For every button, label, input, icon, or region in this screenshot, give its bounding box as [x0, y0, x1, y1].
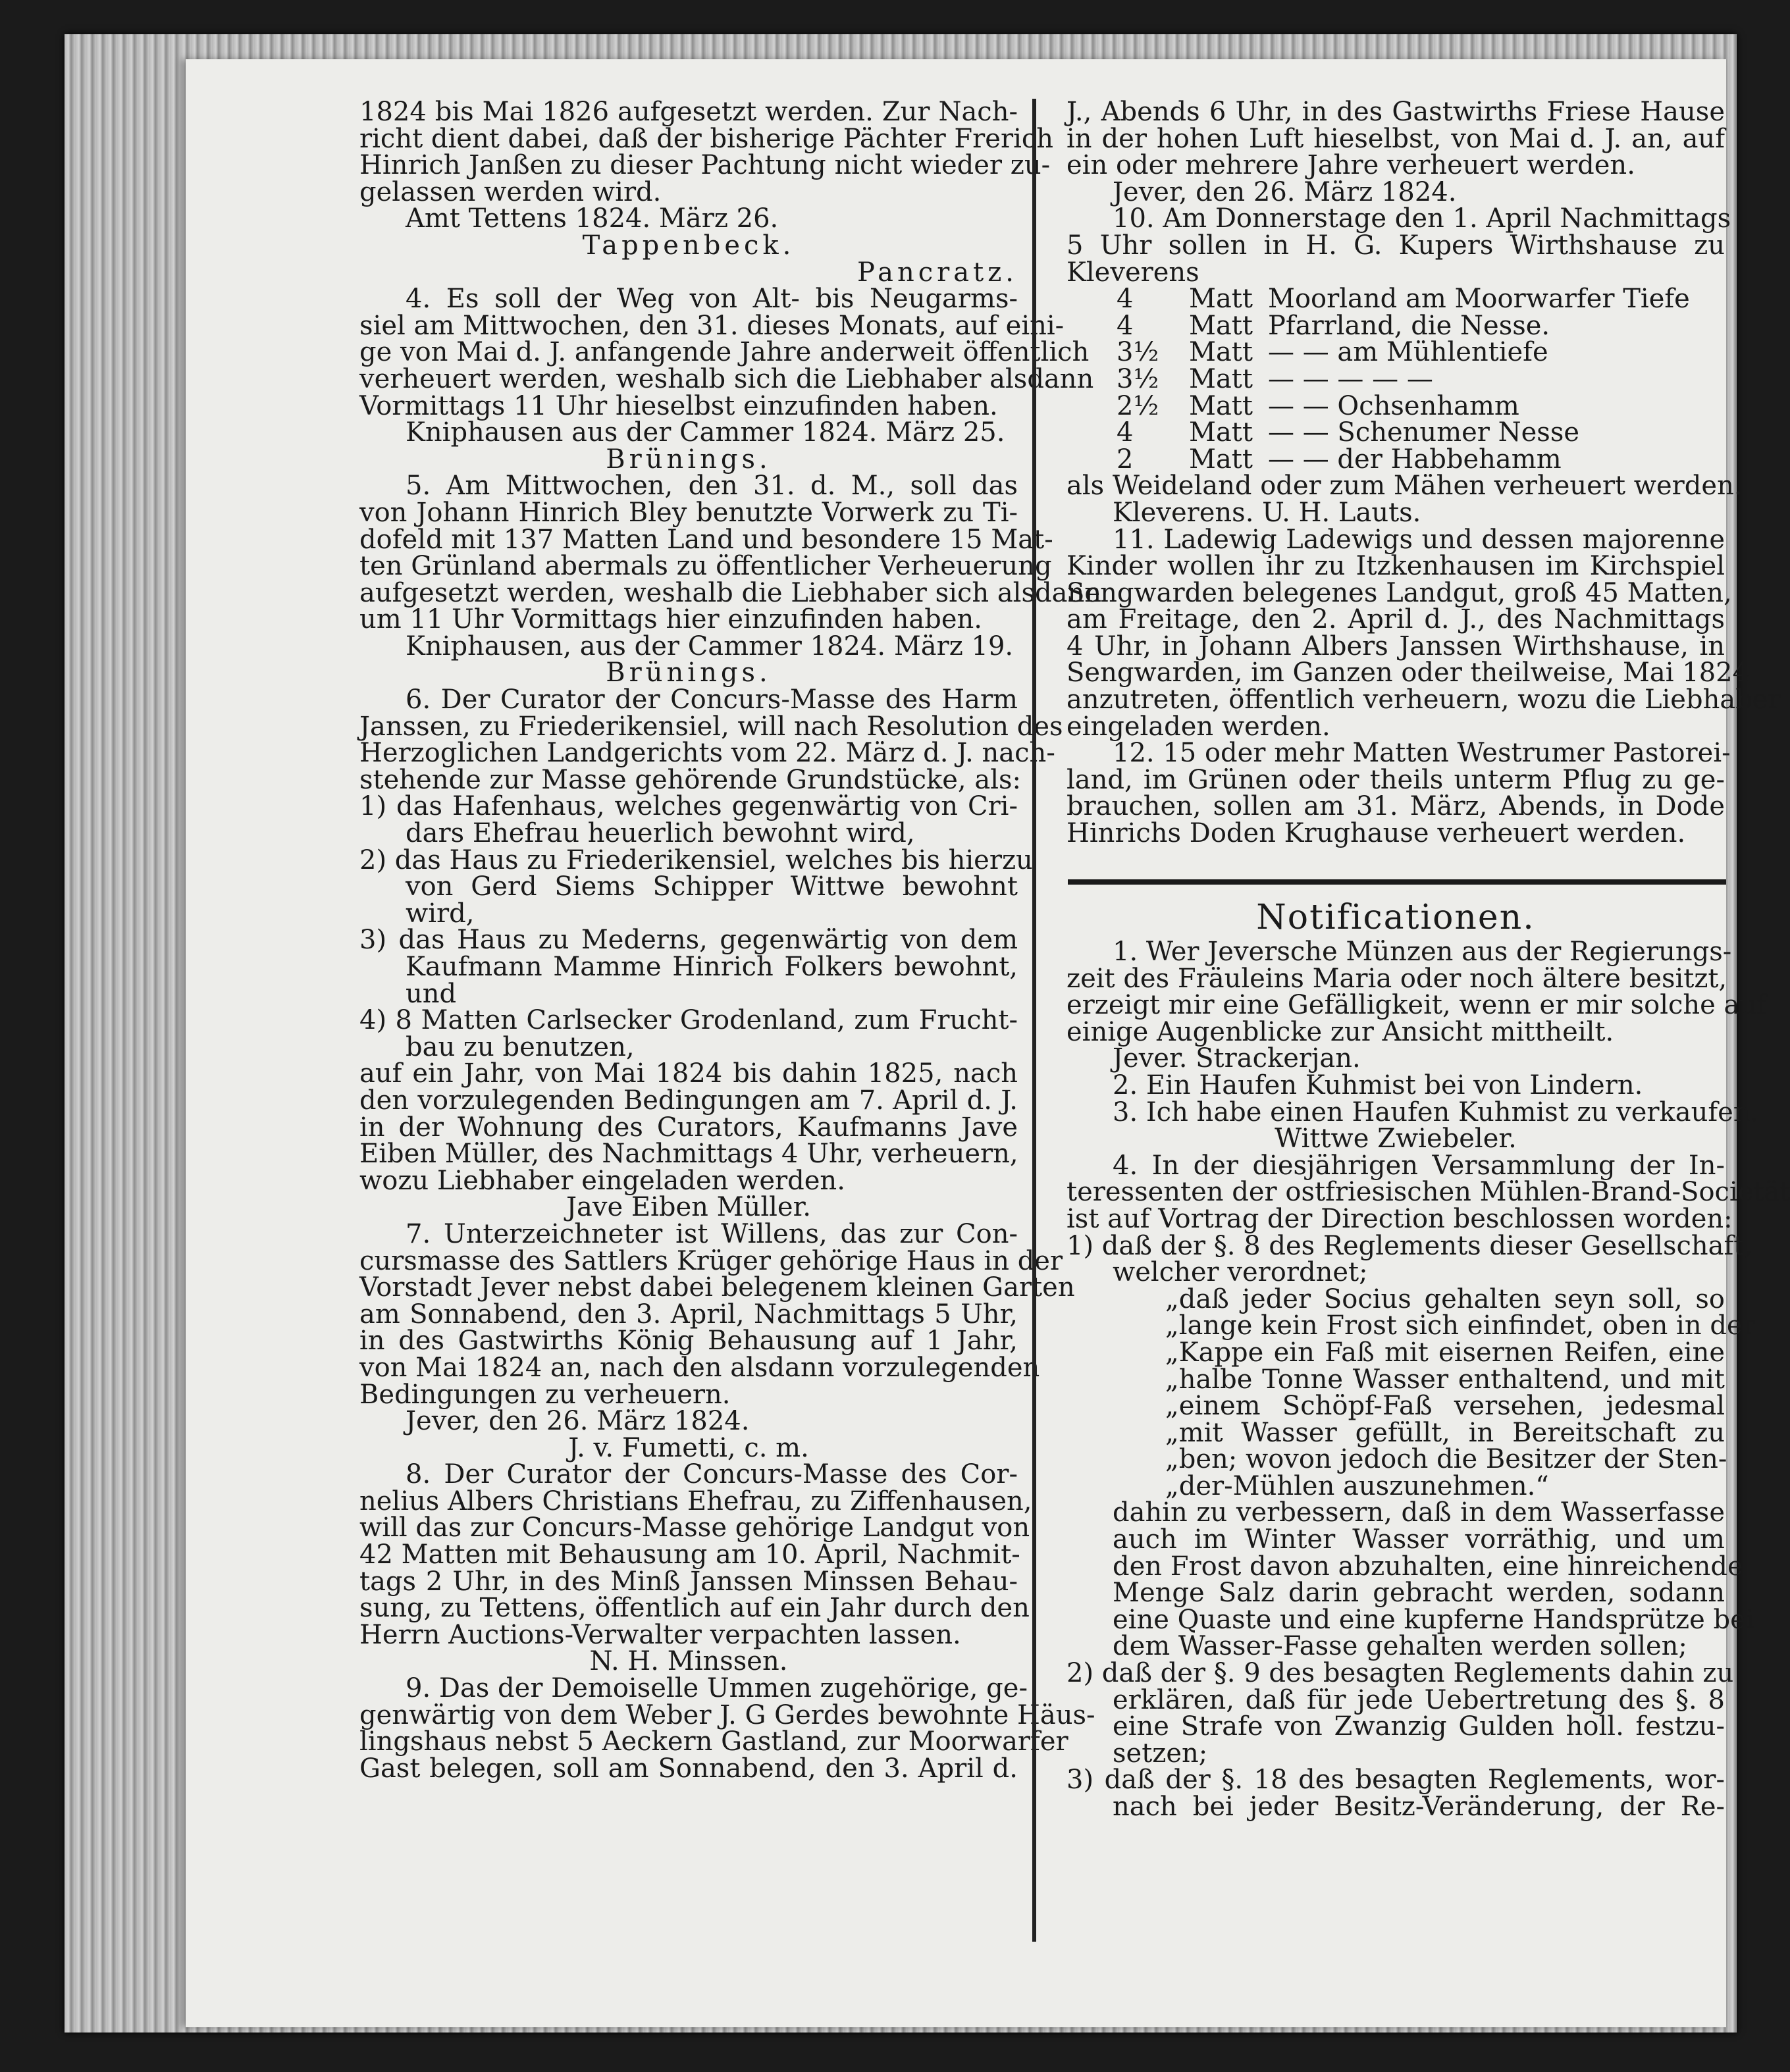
land-quantity: 3½ [1117, 363, 1159, 394]
text-line: „halbe Tonne Wasser enthaltend, und mit [1165, 1364, 1725, 1395]
text-line: 7. Unterzeichneter ist Willens, das zur Con- [406, 1218, 1018, 1249]
text-line: 3) das Haus zu Mederns, gegenwärtig von dem [359, 925, 1018, 956]
text-line: Sengwarden, im Ganzen oder theilweise, Mai 1824 [1066, 658, 1750, 688]
land-unit: Matt [1189, 444, 1253, 475]
land-quantity: 2 [1117, 444, 1134, 475]
text-line: 8. Der Curator der Concurs-Masse des Cor- [406, 1459, 1018, 1490]
text-line: 1) das Hafenhaus, welches gegenwärtig von Cri- [359, 791, 1018, 822]
text-line: dahin zu verbessern, daß in dem Wasserfasse [1113, 1497, 1725, 1528]
text-line: Hinrichs Doden Krughause verheuert werden. [1066, 818, 1686, 849]
text-line: den Frost davon abzuhalten, eine hinreichende [1113, 1551, 1743, 1582]
text-line: cursmasse des Sattlers Krüger gehörige Haus in der [359, 1245, 1063, 1276]
text-line: dofeld mit 137 Matten Land und besondere 15 Mat- [359, 524, 1053, 555]
text-line: Jave Eiben Müller. [566, 1192, 812, 1223]
text-line: Jever, den 26. März 1824. [1113, 176, 1457, 207]
text-line: siel am Mittwochen, den 31. dieses Monats, auf eini- [359, 310, 1065, 341]
notifications-heading: Notificationen. [1256, 898, 1535, 937]
land-table-row [1066, 419, 1725, 446]
land-description: — — am Mühlentiefe [1268, 337, 1548, 368]
land-unit: Matt [1189, 363, 1253, 394]
land-description: Moorland am Moorwarfer Tiefe [1268, 284, 1690, 315]
text-line: 1) daß der §. 8 des Reglements dieser Gesellschaft, [1066, 1230, 1753, 1261]
text-line: wozu Liebhaber eingeladen werden. [359, 1165, 845, 1196]
text-line: 12. 15 oder mehr Matten Westrumer Pastorei- [1113, 738, 1731, 769]
text-line: Kaufmann Mamme Hinrich Folkers bewohnt, [406, 952, 1018, 982]
land-unit: Matt [1189, 310, 1253, 341]
text-line: Herrn Auctions-Verwalter verpachten lassen. [359, 1619, 961, 1650]
text-line: genwärtig von dem Weber J. G Gerdes bewohnte Häus- [359, 1699, 1095, 1730]
text-line: in der hohen Luft hieselbst, von Mai d. J. an, auf [1066, 123, 1725, 154]
text-line: Bedingungen zu verheuern. [359, 1379, 731, 1410]
text-line: und [406, 978, 457, 1009]
text-line: Brünings. [606, 444, 772, 475]
text-line: „einem Schöpf-Faß versehen, jedesmal [1165, 1391, 1725, 1422]
text-line: erzeigt mir eine Gefälligkeit, wenn er mir solche auf [1066, 990, 1766, 1021]
text-line: „lange kein Frost sich einfindet, oben in der [1165, 1310, 1755, 1341]
land-unit: Matt [1189, 390, 1253, 421]
land-unit: Matt [1189, 284, 1253, 315]
text-line: Amt Tettens 1824. März 26. [406, 203, 779, 234]
text-line: Herzoglichen Landgerichts vom 22. März d. J. nach- [359, 738, 1055, 769]
text-line: „der-Mühlen auszunehmen.“ [1165, 1470, 1549, 1501]
text-line: in des Gastwirths König Behausung auf 1 Jahr, [359, 1326, 1018, 1357]
text-line: land, im Grünen oder theils unterm Pflug zu ge- [1066, 764, 1725, 795]
section-rule [1068, 879, 1726, 885]
text-line: teressenten der ostfriesischen Mühlen-Brand-Societät [1066, 1177, 1790, 1208]
text-line: brauchen, sollen am 31. März, Abends, in Dode [1066, 791, 1725, 822]
text-line: 9. Das der Demoiselle Ummen zugehörige, ge- [406, 1673, 1028, 1704]
land-quantity: 4 [1117, 417, 1134, 448]
text-line: um 11 Uhr Vormittags hier einzufinden haben. [359, 604, 982, 635]
right-column [1066, 97, 1781, 849]
text-line: Eiben Müller, des Nachmittags 4 Uhr, verheuern, [359, 1139, 1018, 1170]
text-line: Kleverens [1066, 257, 1199, 288]
text-line: auch im Winter Wasser vorräthig, und um [1113, 1524, 1725, 1555]
land-unit: Matt [1189, 417, 1253, 448]
land-description: Pfarrland, die Nesse. [1268, 310, 1550, 341]
text-line: den vorzulegenden Bedingungen am 7. April d. J. [359, 1085, 1018, 1116]
text-line: welcher verordnet; [1113, 1257, 1368, 1288]
text-line: eine Strafe von Zwanzig Gulden holl. festzu- [1113, 1711, 1725, 1742]
text-line: „mit Wasser gefüllt, in Bereitschaft zu [1165, 1417, 1725, 1448]
text-line: Kleverens. U. H. Lauts. [1113, 497, 1421, 528]
text-line: tags 2 Uhr, in des Minß Janssen Minssen Behau- [359, 1566, 1018, 1597]
text-line: verheuert werden, weshalb sich die Liebhaber alsdann [359, 363, 1094, 394]
text-line: lingshaus nebst 5 Aeckern Gastland, zur Moorwarfer [359, 1726, 1068, 1757]
text-line: „ben; wovon jedoch die Besitzer der Sten- [1165, 1444, 1727, 1475]
land-table-row [1066, 286, 1725, 313]
text-line: Brünings. [606, 658, 772, 688]
text-line: eingeladen werden. [1066, 711, 1330, 742]
land-quantity: 4 [1117, 284, 1134, 315]
text-line: dars Ehefrau heuerlich bewohnt wird, [406, 818, 915, 849]
text-line: Menge Salz darin gebracht werden, sodann [1113, 1578, 1725, 1609]
text-line: 1. Wer Jeversche Münzen aus der Regierungs- [1113, 937, 1732, 967]
text-line: ge von Mai d. J. anfangende Jahre anderweit öffentlich [359, 337, 1090, 368]
text-line: Vorstadt Jever nebst dabei belegenem kleinen Garten [359, 1272, 1075, 1303]
text-line: am Sonnabend, den 3. April, Nachmittags 5 Uhr, [359, 1299, 1018, 1330]
text-line: anzutreten, öffentlich verheuern, wozu die Liebhaber [1066, 685, 1781, 715]
text-line: nach bei jeder Besitz-Veränderung, der Re- [1113, 1792, 1725, 1822]
column-divider [1032, 99, 1036, 1942]
land-table-row [1066, 446, 1725, 473]
land-description: — — — — — [1268, 363, 1433, 394]
text-line: 42 Matten mit Behausung am 10. April, Nachmit- [359, 1540, 1020, 1570]
text-line: Sengwarden belegenes Landgut, groß 45 Matten, [1066, 577, 1732, 608]
text-line: von Johann Hinrich Bley benutzte Vorwerk zu Ti- [359, 497, 1018, 528]
text-line: von Mai 1824 an, nach den alsdann vorzulegenden [359, 1352, 1040, 1383]
text-line: von Gerd Siems Schipper Wittwe bewohnt [406, 871, 1018, 902]
text-line: 11. Ladewig Ladewigs und dessen majorenne [1113, 524, 1725, 555]
text-line: 4 Uhr, in Johann Albers Janssen Wirthshause, in [1066, 631, 1725, 661]
text-line: ist auf Vortrag der Direction beschlossen worden: [1066, 1203, 1733, 1234]
text-line: 5. Am Mittwochen, den 31. d. M., soll das [406, 471, 1018, 502]
land-table-row [1066, 310, 1725, 341]
land-description: — — der Habbehamm [1268, 444, 1562, 475]
text-line: 3. Ich habe einen Haufen Kuhmist zu verkaufen. [1113, 1097, 1759, 1127]
text-line: 2) daß der §. 9 des besagten Reglements dahin zu [1066, 1658, 1734, 1689]
text-line: Kniphausen, aus der Cammer 1824. März 19. [406, 631, 1014, 661]
text-line: wird, [406, 898, 475, 929]
text-line: „Kappe ein Faß mit eisernen Reifen, eine [1165, 1337, 1725, 1368]
text-line: 3) daß der §. 18 des besagten Reglements, wor- [1066, 1765, 1725, 1796]
text-line: N. H. Minssen. [589, 1646, 788, 1677]
text-line: Tappenbeck. [582, 230, 795, 261]
text-line: zeit des Fräuleins Maria oder noch ältere besitzt, [1066, 963, 1727, 994]
land-unit: Matt [1189, 337, 1253, 368]
text-line: 4) 8 Matten Carlsecker Grodenland, zum Frucht- [359, 1005, 1018, 1036]
text-line: Jever, den 26. März 1824. [406, 1406, 750, 1437]
text-line: J. v. Fumetti, c. m. [568, 1432, 809, 1463]
land-table-row [1066, 363, 1725, 394]
text-line: will das zur Concurs-Masse gehörige Landgut von [359, 1513, 1030, 1543]
text-line: erklären, daß für jede Uebertretung des §. 8 [1113, 1684, 1725, 1715]
land-table-row [1066, 339, 1725, 366]
land-quantity: 4 [1117, 310, 1134, 341]
text-line: Hinrich Janßen zu dieser Pachtung nicht wieder zu- [359, 150, 1051, 181]
text-line: ein oder mehrere Jahre verheuert werden. [1066, 150, 1635, 181]
left-column [359, 97, 1101, 1784]
text-line: Kniphausen aus der Cammer 1824. März 25. [406, 417, 1005, 448]
land-quantity: 2½ [1117, 390, 1159, 421]
text-line: 6. Der Curator der Concurs-Masse des Harm [406, 685, 1018, 715]
text-line: setzen; [1113, 1738, 1208, 1769]
text-line: bau zu benutzen, [406, 1031, 635, 1062]
text-line: aufgesetzt werden, weshalb die Liebhaber sich alsdann [359, 577, 1101, 608]
text-line: Janssen, zu Friederikensiel, will nach Resolution des [359, 711, 1063, 742]
text-line: Kinder wollen ihr zu Itzkenhausen im Kirchspiel [1066, 551, 1725, 582]
text-line: am Freitage, den 2. April d. J., des Nachmittags [1066, 604, 1725, 635]
text-line: als Weideland oder zum Mähen verheuert werden. [1066, 471, 1743, 502]
text-line: auf ein Jahr, von Mai 1824 bis dahin 1825, nach [359, 1058, 1018, 1089]
text-line: J., Abends 6 Uhr, in des Gastwirths Friese Hause [1066, 97, 1725, 127]
text-line: Pancratz. [857, 257, 1018, 288]
text-line: 5 Uhr sollen in H. G. Kupers Wirthshause zu [1066, 230, 1725, 261]
text-line: 4. Es soll der Weg von Alt- bis Neugarms- [406, 284, 1018, 315]
text-line: 4. In der diesjährigen Versammlung der In- [1113, 1150, 1725, 1181]
text-line: eine Quaste und eine kupferne Handsprütze bei [1113, 1604, 1754, 1635]
text-line: in der Wohnung des Curators, Kaufmanns Jave [359, 1112, 1018, 1143]
text-line: Jever. Strackerjan. [1113, 1043, 1361, 1074]
text-line: „daß jeder Socius gehalten seyn soll, so [1165, 1283, 1725, 1314]
text-line: 1824 bis Mai 1826 aufgesetzt werden. Zur Nach- [359, 97, 1018, 127]
text-line: richt dient dabei, daß der bisherige Pächter Frerich [359, 123, 1054, 154]
text-line: Vormittags 11 Uhr hieselbst einzufinden haben. [359, 390, 998, 421]
text-line: Wittwe Zwiebeler. [1275, 1124, 1517, 1154]
text-line: einige Augenblicke zur Ansicht mittheilt. [1066, 1016, 1614, 1047]
text-line: stehende zur Masse gehörende Grundstücke, als: [359, 764, 1021, 795]
text-line: 10. Am Donnerstage den 1. April Nachmittags [1113, 203, 1731, 234]
notifications-column [1066, 937, 1790, 1822]
land-quantity: 3½ [1117, 337, 1159, 368]
text-line: dem Wasser-Fasse gehalten werden sollen; [1113, 1631, 1687, 1662]
text-line: ten Grünland abermals zu öffentlicher Verheuerung [359, 551, 1052, 582]
text-line: 2. Ein Haufen Kuhmist bei von Lindern. [1113, 1070, 1643, 1101]
text-line: gelassen werden wird. [359, 176, 662, 207]
text-line: nelius Albers Christians Ehefrau, zu Ziffenhausen, [359, 1486, 1032, 1516]
land-table-row [1066, 390, 1725, 421]
text-line: sung, zu Tettens, öffentlich auf ein Jahr durch den [359, 1593, 1030, 1624]
land-description: — — Ochsenhamm [1268, 390, 1519, 421]
land-description: — — Schenumer Nesse [1268, 417, 1580, 448]
text-line: Gast belegen, soll am Sonnabend, den 3. April d. [359, 1753, 1018, 1784]
text-line: 2) das Haus zu Friederikensiel, welches bis hierzu [359, 844, 1033, 875]
